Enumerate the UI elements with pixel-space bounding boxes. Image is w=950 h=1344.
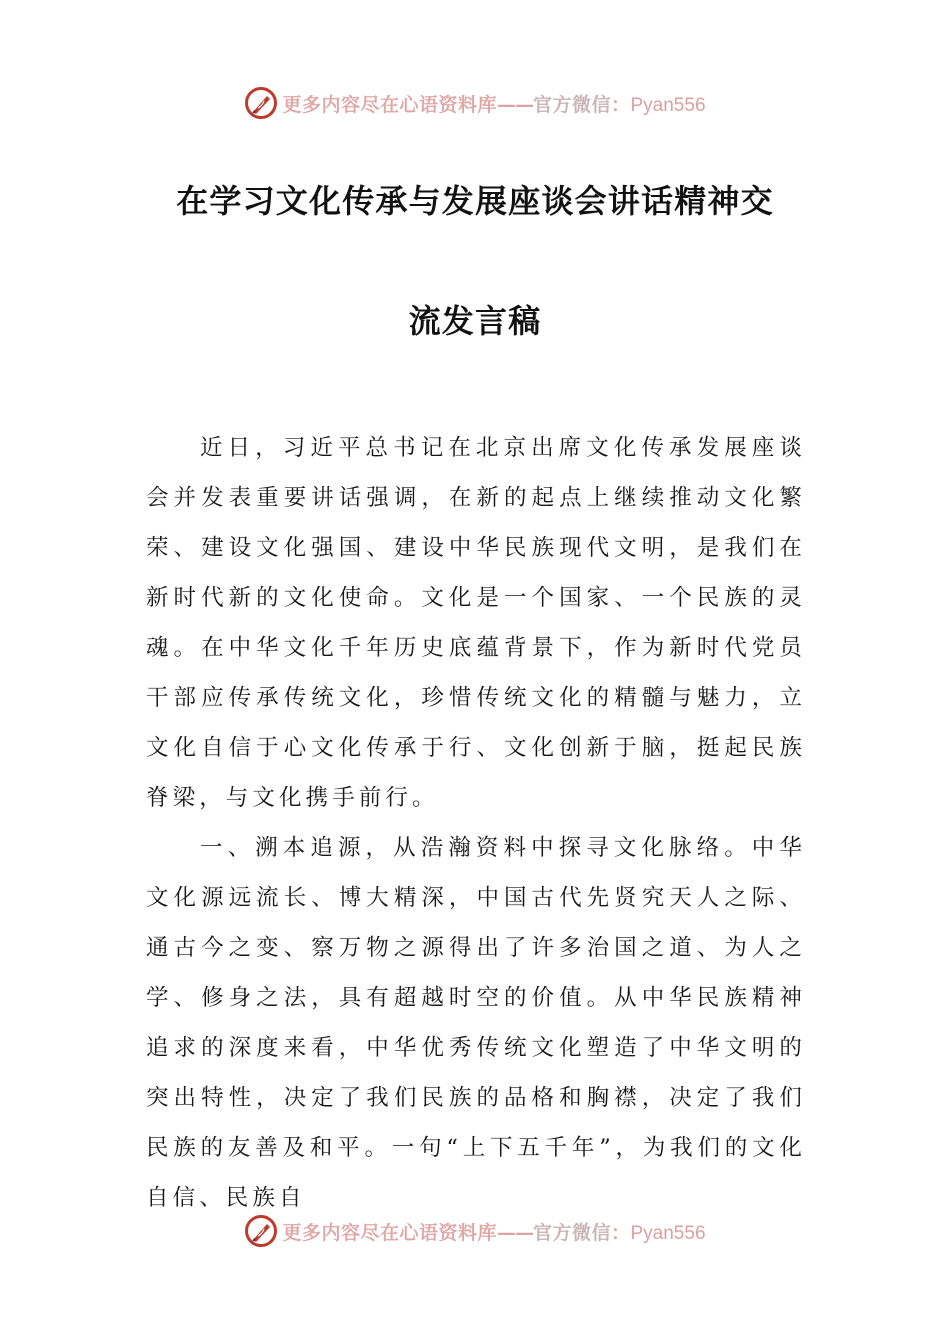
banner-wechat-label: 官方微信： [532, 1221, 631, 1244]
pen-logo-icon [244, 1214, 278, 1248]
banner-dash: —— [496, 1221, 533, 1244]
paragraph-section-one: 一、溯本追源，从浩瀚资料中探寻文化脉络。中华文化源远流长、博大精深，中国古代先贤究天人之际、通古今之变、察万物之源得出了许多治国之道、为人之学、修身之法，具有超越时空的价值。从中华民族精神追求的深度来看，中华优秀传统文化塑造了中华文明的突出特性，决定了我们民族的品格和胸襟，决定了我们民族的友善及和平。一句“上下五千年”，为我们的文化自信、民族自 [146, 835, 806, 1211]
footer-banner [0, 1211, 950, 1251]
paragraph-intro: 近日，习近平总书记在北京出席文化传承发展座谈会并发表重要讲话强调，在新的起点上继续推动文化繁荣、建设文化强国、建设中华民族现代文明，是我们在新时代新的文化使命。文化是一个国家、一个民族的灵魂。在中华文化千年历史底蕴背景下，作为新时代党员干部应传承传统文化，珍惜传统文化的精髓与魅力，立文化自信于心文化传承于行、文化创新于脑，挺起民族脊梁，与文化携手前行。 [146, 435, 806, 811]
banner-wechat-id: Pyan556 [630, 94, 706, 116]
banner-slogan: 更多内容尽在心语资料库 [282, 93, 497, 116]
banner-wechat-label: 官方微信： [532, 93, 631, 116]
banner-dash: —— [496, 93, 533, 116]
banner-slogan: 更多内容尽在心语资料库 [282, 1221, 497, 1244]
pen-logo-icon [244, 86, 278, 120]
header-banner [0, 83, 950, 123]
document-title-line2: 流发言稿 [408, 302, 542, 340]
banner-wechat-id: Pyan556 [630, 1222, 706, 1244]
document-title-line1: 在学习文化传承与发展座谈会讲话精神交 [176, 182, 774, 220]
